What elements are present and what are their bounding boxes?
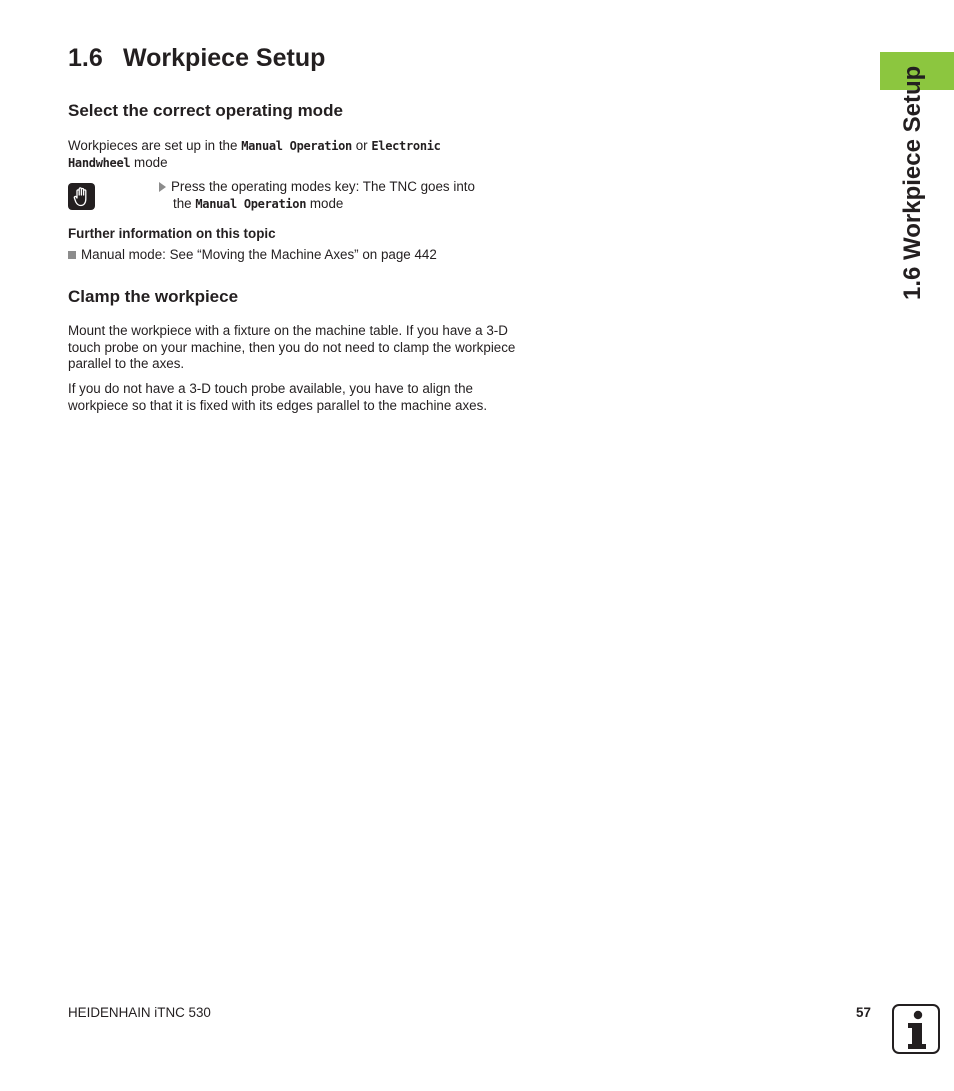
- manual-operation-mode: Manual Operation: [195, 196, 307, 211]
- section-number: 1.6: [68, 44, 103, 72]
- info-icon: [892, 1004, 940, 1054]
- hand-glyph-icon: [72, 186, 91, 207]
- select-mode-heading: Select the correct operating mode: [68, 101, 343, 120]
- further-info-item: Manual mode: See “Moving the Machine Axes” on page 442: [68, 247, 437, 264]
- page-number: 57: [856, 1005, 871, 1020]
- step-instruction: Press the operating modes key: The TNC goes into the Manual Operation mode: [159, 179, 519, 212]
- manual-operation-mode: Manual Operation: [241, 139, 352, 153]
- further-info-heading: Further information on this topic: [68, 226, 276, 241]
- page-title: [68, 44, 325, 73]
- select-mode-intro: Workpieces are set up in the Manual Operation or Electronic Handwheel mode: [68, 138, 441, 170]
- step-arrow-icon: [159, 182, 166, 192]
- electronic-handwheel-mode: Electronic: [371, 139, 441, 153]
- footer-product: HEIDENHAIN iTNC 530: [68, 1005, 211, 1020]
- hand-key-icon: [68, 183, 95, 210]
- side-section-title: 1.6 Workpiece Setup: [899, 65, 926, 300]
- clamp-heading: Clamp the workpiece: [68, 287, 239, 306]
- info-glyph-icon: [894, 1006, 938, 1052]
- clamp-paragraph-2: If you do not have a 3-D touch probe available, you have to align the workpiece so that it is fixed with its edges parallel to the machine axes.: [68, 381, 488, 413]
- bullet-square-icon: [68, 251, 76, 259]
- section-title: Workpiece Setup: [123, 44, 326, 72]
- clamp-paragraph-1: Mount the workpiece with a fixture on the machine table. If you have a 3-D touch probe on your machine, then you do not need to clamp the workpiece parallel to the axes.: [68, 323, 516, 371]
